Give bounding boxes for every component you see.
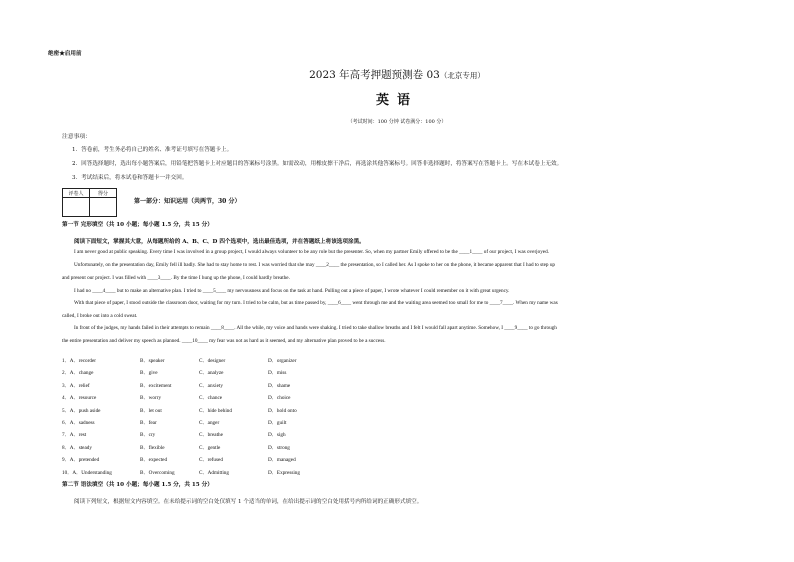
passage-line: the entire presentation and deliver my speech as planned. ____10____ my fear was not as hard as it seemed, and my alternative plan proved to be a success.: [62, 338, 386, 344]
option-a: 6．A．sadness: [62, 420, 95, 426]
score-table-grader-cell: [63, 198, 90, 217]
passage-line: With that piece of paper, I stood outside the classroom door, waiting for my turn. I tried to be calm, but as time passed by, ____6____ went through me and the waiting area seemed too small for me to ____7____. When my name was: [74, 300, 558, 306]
option-b: B．cry: [140, 432, 156, 439]
passage-line: called, I broke out into a cold sweat.: [62, 313, 138, 319]
passage-line: Unfortunately, on the presentation day, Emily fell ill badly. She had to stay home to rest. I was worried that she may ____2____ the presentation, so I called her. As I spoke to her on the phone, it became apparent that I had to step up: [74, 262, 556, 268]
section1-heading: 第一节 完形填空（共 10 小题；每小题 1.5 分，共 15 分）: [62, 222, 213, 228]
option-a: 10．A．Understanding: [62, 469, 112, 476]
subject-title: 英语: [375, 93, 418, 108]
passage-line: I am never good at public speaking. Every time I was involved in a group project, I would always volunteer to be any role but the presenter. So, when my partner Emily offered to be the ____1____ of our project, I was overjoyed.: [74, 249, 550, 255]
passage-line: In front of the judges, my hands failed in their attempts to remain ____8____. All the while, my voice and hands were shaking. I tried to take shallow breaths and I felt I would fall apart anytime. Somehow, I ____9____ to go through: [74, 325, 557, 331]
option-c: C．anxiety: [199, 382, 223, 389]
option-b: B．expected: [140, 457, 168, 464]
option-c: C．chance: [199, 395, 223, 402]
option-a: 4．A．resource: [62, 395, 97, 402]
section2-heading: 第二节 语法填空（共 10 小题；每小题 1.5 分，共 15 分）: [62, 482, 213, 488]
option-a: 9．A．pretended: [62, 457, 100, 464]
option-b: B．worry: [140, 395, 162, 402]
option-d: D．miss: [268, 370, 287, 377]
exam-title: [0, 67, 794, 82]
option-b: B．Overcoming: [140, 469, 175, 476]
score-table-grader-header: 评卷人: [63, 189, 90, 198]
option-c: C．hide behind: [199, 407, 232, 414]
note-item: 2．回答选择题时，选出每小题答案后，用铅笔把答题卡上对应题目的答案标号涂黑。如需改动，用橡皮擦干净后，再选涂其他答案标号。回答非选择题时，将答案写在答题卡上。写在本试卷上无效。: [72, 161, 563, 167]
option-c: C．breathe: [199, 432, 223, 439]
section1-instruction: 阅读下面短文，掌握其大意，从每题所给的 A、B、C、D 四个选项中，选出最佳选项，并在答题纸上将该选项涂黑。: [74, 239, 365, 245]
option-d: D．choice: [268, 395, 291, 402]
option-c: C．analyze: [199, 370, 224, 377]
option-d: D．Expressing: [268, 469, 300, 476]
score-table: [62, 188, 117, 217]
option-d: D．shame: [268, 382, 291, 389]
option-a: 5．A．push aside: [62, 407, 101, 414]
passage-line: I had no ____4____ but to make an alternative plan. I tried to ____5____ my nervousness and focus on the task at hand. Pulling out a piece of paper, I wrote whatever I could remember on it with great urgency.: [74, 288, 510, 294]
option-d: D．strong: [268, 444, 290, 451]
option-a: 2．A．change: [62, 370, 94, 377]
secret-label: 绝密★启用前: [48, 51, 82, 57]
exam-title-main: 2023 年高考押题预测卷 03: [309, 69, 440, 81]
option-d: D．guilt: [268, 420, 287, 426]
option-c: C．gentle: [199, 444, 221, 451]
score-table-score-cell: [90, 198, 117, 217]
option-a: 3．A．relief: [62, 382, 90, 389]
exam-title-sub: （北京专用）: [439, 71, 485, 80]
note-item: 3．考试结束后，将本试卷和答题卡一并交回。: [72, 175, 188, 181]
option-d: D．organizer: [268, 358, 297, 364]
option-c: C．designer: [199, 358, 226, 364]
option-a: 7．A．rest: [62, 432, 87, 439]
option-b: B．excitement: [140, 382, 172, 389]
part1-heading: 第一部分：知识运用（共两节，30 分）: [134, 198, 241, 205]
option-b: B．give: [140, 370, 158, 377]
option-b: B．let out: [140, 407, 162, 414]
option-b: B．flexible: [140, 444, 165, 451]
exam-meta: （考试时间：100 分钟 试卷满分：100 分）: [347, 119, 447, 125]
option-b: B．speaker: [140, 358, 165, 364]
section2-instruction: 阅读下列短文，根据短文内容填空。在未给提示词的空白处仅填写 1 个适当的单词，在给出提示词的空白处用括号内所给词的正确形式填空。: [74, 499, 423, 505]
option-d: D．hold onto: [268, 407, 297, 414]
option-c: C．refused: [199, 457, 223, 464]
option-d: D．managed: [268, 457, 296, 464]
option-c: C．Admitting: [199, 469, 229, 476]
passage-line: and present our project. I was filled with ____3____. By the time I hung up the phone, I could hardly breathe.: [62, 275, 290, 281]
option-a: 1．A．recorder: [62, 358, 96, 364]
score-table-score-header: 得分: [90, 189, 117, 198]
option-b: B．fear: [140, 420, 157, 426]
option-d: D．sigh: [268, 432, 286, 439]
option-a: 8．A．steady: [62, 444, 92, 451]
option-c: C．anger: [199, 420, 220, 426]
notes-heading: 注意事项：: [62, 134, 91, 140]
note-item: 1．答卷前，考生务必将自己的姓名、准考证号填写在答题卡上。: [72, 147, 233, 153]
